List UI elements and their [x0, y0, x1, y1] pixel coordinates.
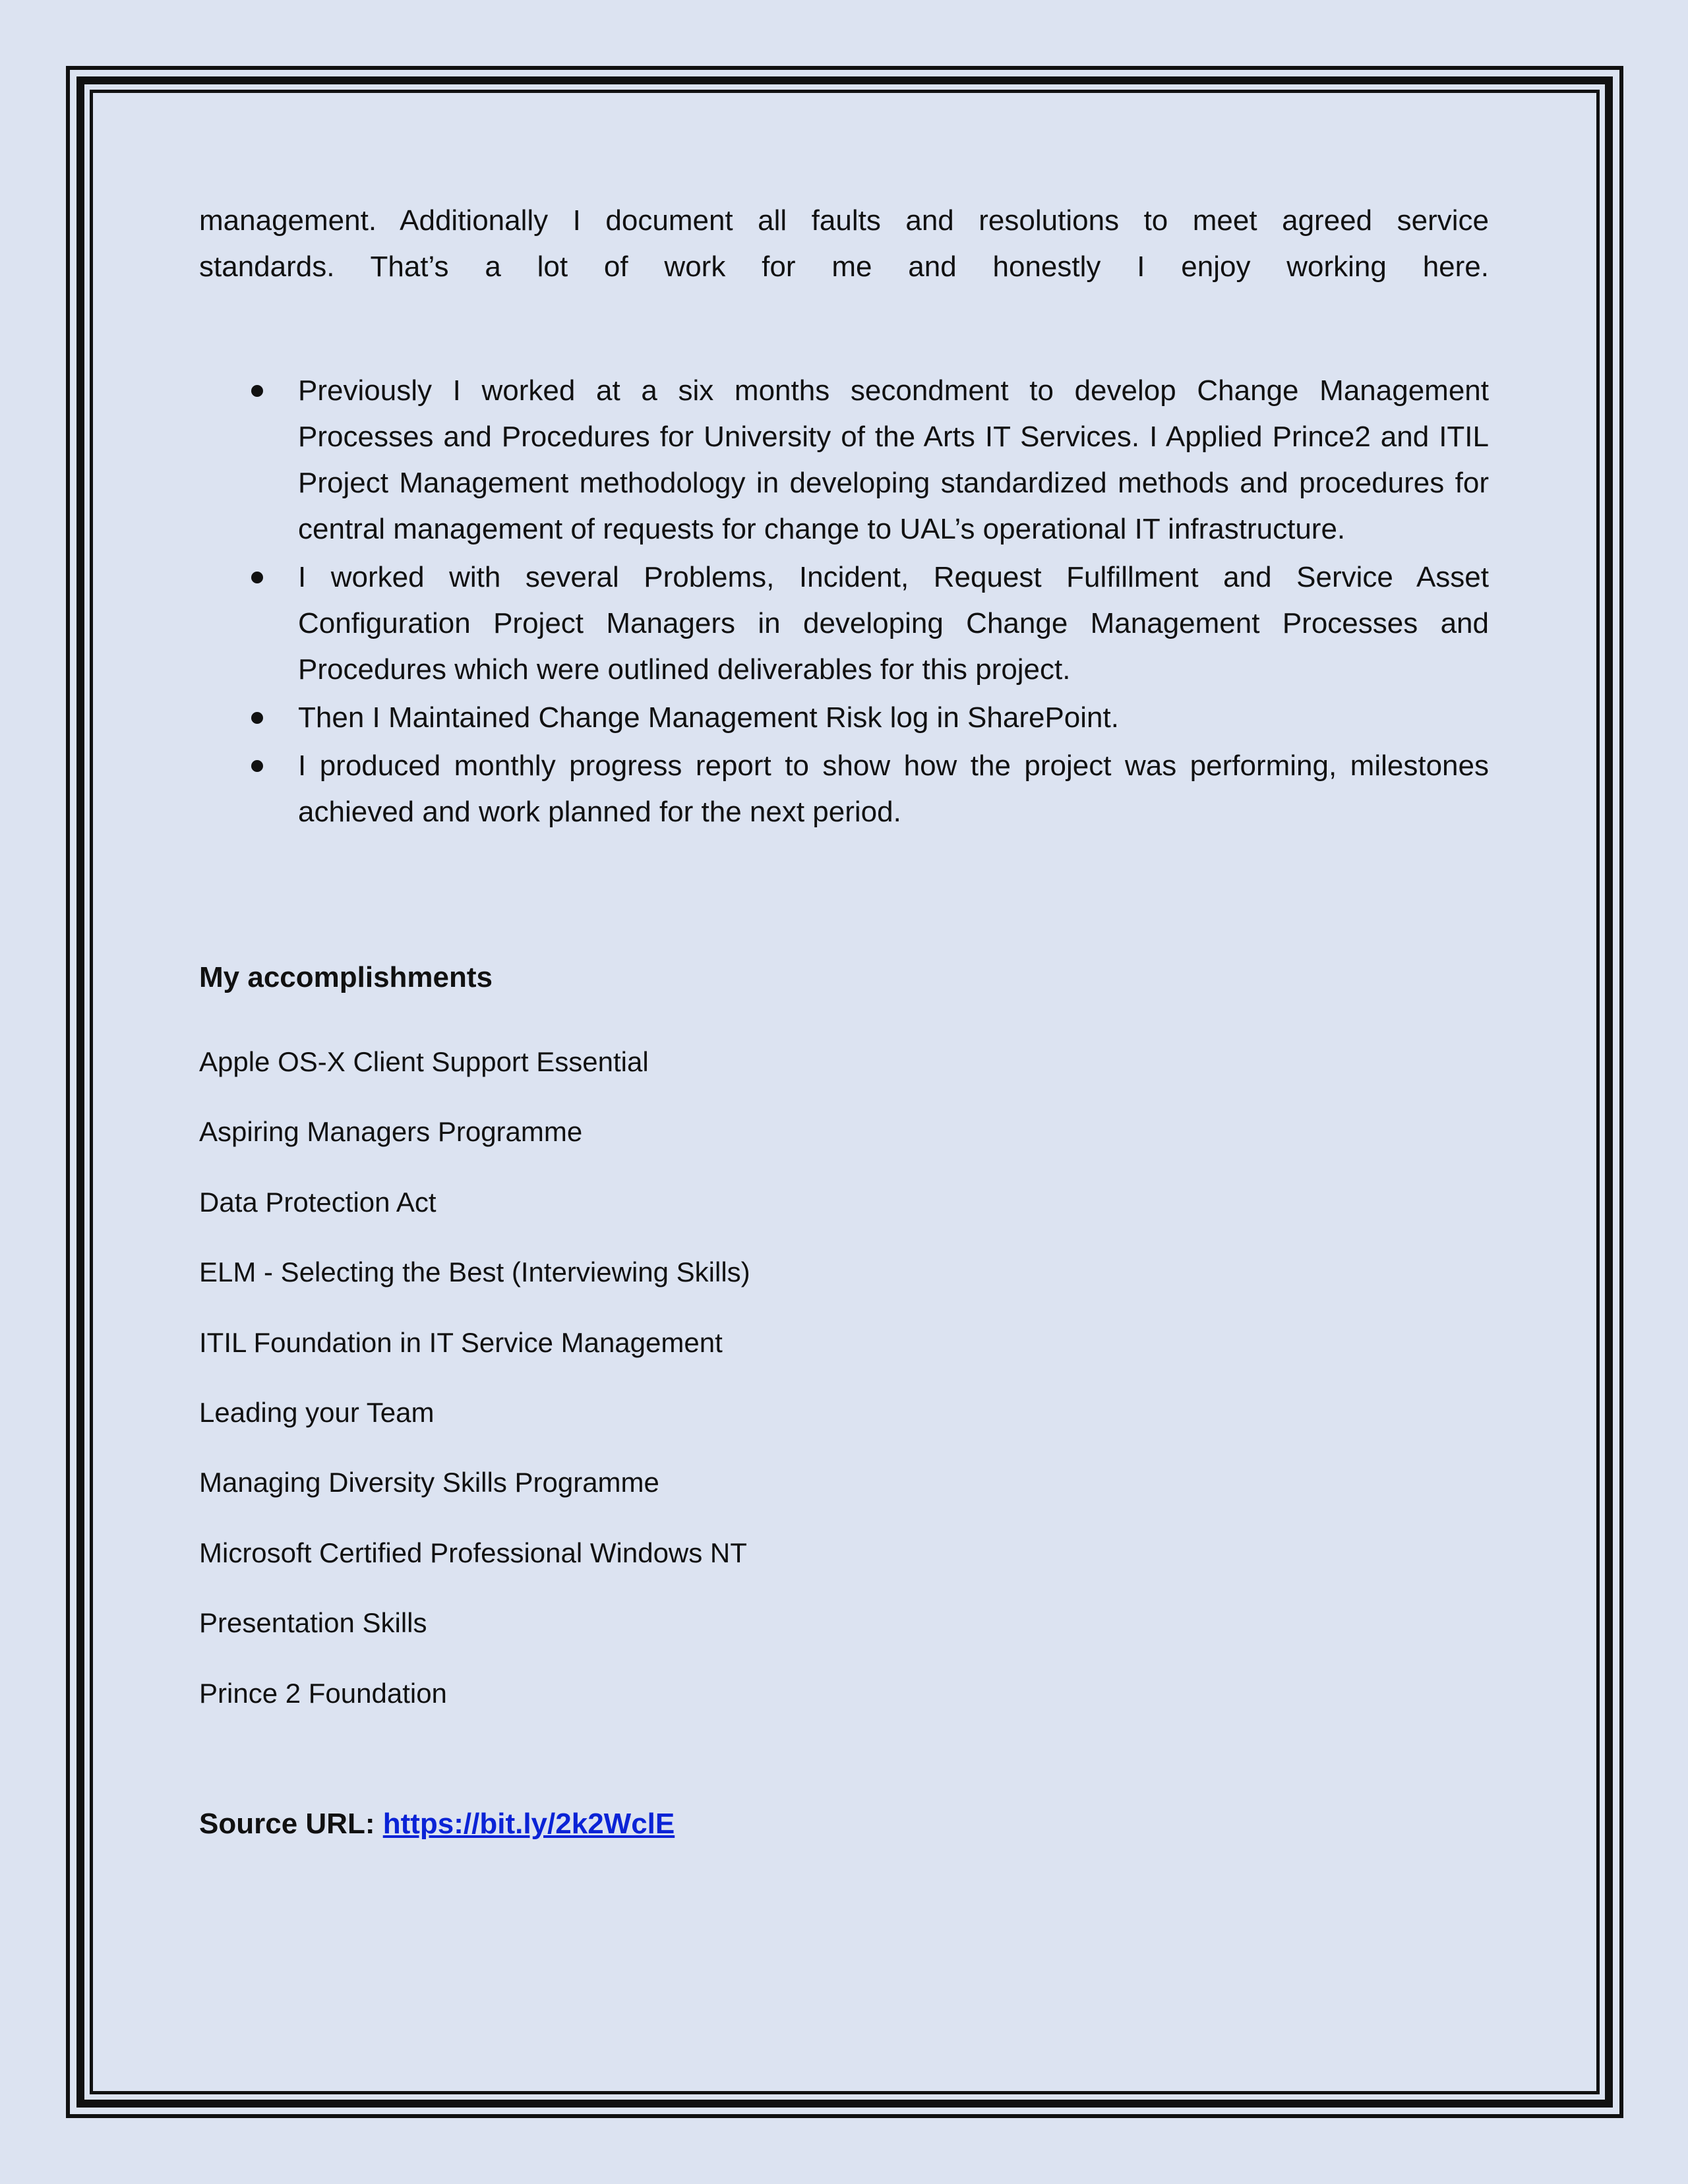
bullet-item [199, 695, 1489, 741]
bullet-item [199, 554, 1489, 693]
bullet-text: I worked with several Problems, Incident, Request Fulfillment and Service Asset Configuration Project Managers in developing Change Management Processes and Procedures which were outlined deliverables for this project. [298, 561, 1489, 686]
accomplishment-item: Apple OS-X Client Support Essential [199, 1046, 649, 1077]
accomplishments-heading: My accomplishments [199, 961, 493, 993]
bullet-item [199, 743, 1489, 835]
bullet-icon [251, 385, 263, 397]
intro-line-2: standards. That’s a lot of work for me and honestly I enjoy working here. [199, 251, 1489, 283]
bullet-text: Then I Maintained Change Management Risk log in SharePoint. [298, 701, 1119, 734]
source-url-label: Source URL: [199, 1808, 375, 1840]
document-body [199, 198, 1489, 1840]
accomplishment-item: Aspiring Managers Programme [199, 1116, 583, 1148]
source-url-line [199, 1801, 675, 1847]
accomplishment-item: Prince 2 Foundation [199, 1677, 447, 1709]
accomplishment-item: ITIL Foundation in IT Service Management [199, 1326, 723, 1358]
intro-line-1: management. Additionally I document all faults and resolutions to meet agreed service [199, 204, 1489, 237]
bullet-icon [251, 760, 263, 772]
accomplishment-item: Data Protection Act [199, 1186, 437, 1218]
bullet-icon [251, 572, 263, 583]
accomplishment-item: ELM - Selecting the Best (Interviewing Skills) [199, 1256, 750, 1288]
bullet-item [199, 368, 1489, 552]
accomplishment-item: Leading your Team [199, 1396, 435, 1428]
accomplishment-item: Microsoft Certified Professional Windows NT [199, 1537, 747, 1568]
bullet-text: I produced monthly progress report to show how the project was performing, milestones achieved and work planned for the next period. [298, 750, 1489, 828]
source-url-link[interactable]: https://bit.ly/2k2WclE [382, 1808, 675, 1840]
accomplishment-item: Managing Diversity Skills Programme [199, 1467, 659, 1498]
bullet-icon [251, 712, 263, 724]
bullet-text: Previously I worked at a six months secondment to develop Change Management Processes and Procedures for University of the Arts IT Services. I Applied Prince2 and ITIL Project Management methodology in developing standardized methods and procedures for central management of requests for change to UAL’s operational IT infrastructure. [298, 374, 1489, 545]
accomplishments-list [199, 1027, 750, 1728]
accomplishment-item: Presentation Skills [199, 1607, 427, 1639]
experience-bullet-list [199, 368, 1489, 837]
